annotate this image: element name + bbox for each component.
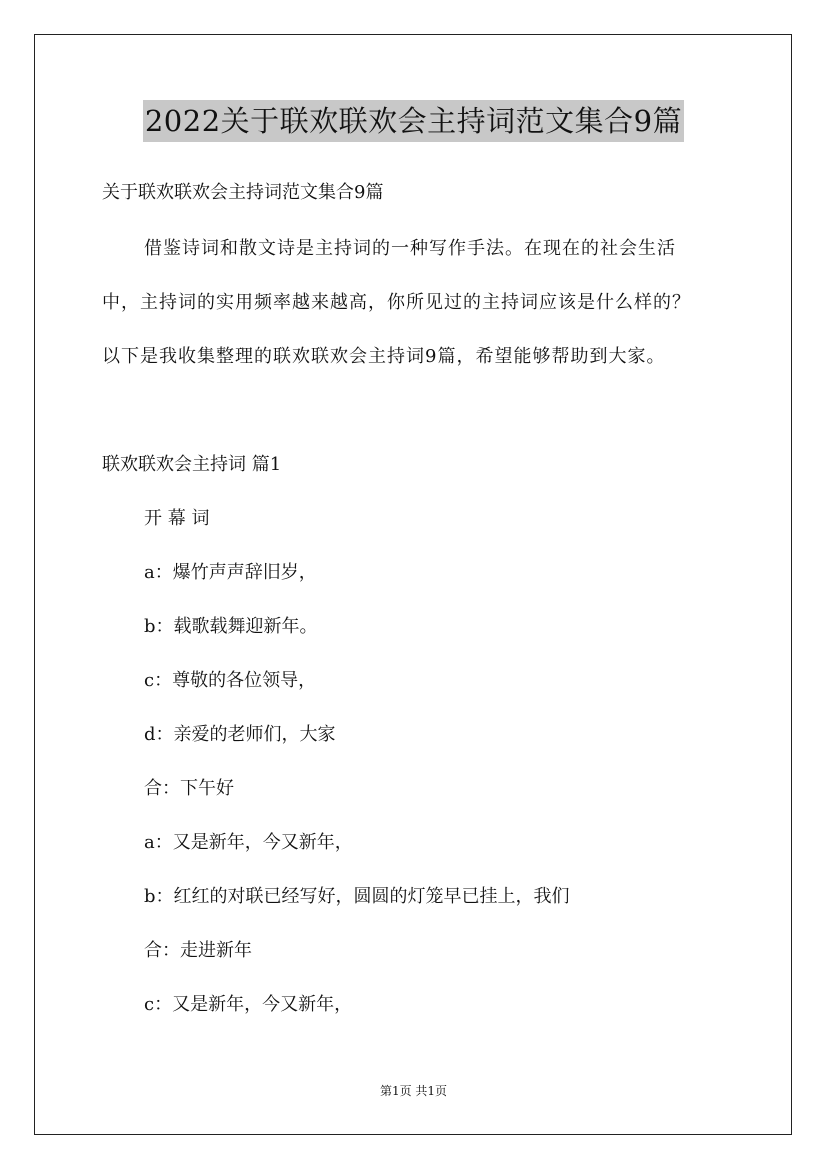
document-title: 2022关于联欢联欢会主持词范文集合9篇 [143, 100, 684, 142]
section-heading: 联欢联欢会主持词 篇1 [102, 454, 282, 475]
script-line: b：红红的对联已经写好，圆圆的灯笼早已挂上，我们 [144, 886, 570, 907]
script-line: a：又是新年，今又新年， [144, 832, 353, 853]
script-line: 合：下午好 [144, 778, 234, 799]
script-line-opening: 开 幕 词 [144, 508, 210, 529]
script-line: a：爆竹声声辞旧岁， [144, 562, 317, 583]
intro-line-3: 以下是我收集整理的联欢联欢会主持词9篇，希望能够帮助到大家。 [102, 346, 666, 367]
page-footer: 第1页 共1页 [379, 1084, 448, 1098]
intro-line-2: 中，主持词的实用频率越来越高，你所见过的主持词应该是什么样的？ [102, 292, 691, 313]
title-container [0, 100, 827, 142]
script-line: c：又是新年，今又新年， [144, 994, 353, 1015]
script-line: c：尊敬的各位领导， [144, 670, 317, 691]
script-line: 合：走进新年 [144, 940, 252, 961]
intro-line-1: 借鉴诗词和散文诗是主持词的一种写作手法。在现在的社会生活 [144, 238, 676, 259]
script-line: d：亲爱的老师们，大家 [144, 724, 336, 745]
document-subtitle: 关于联欢联欢会主持词范文集合9篇 [102, 182, 384, 203]
script-line: b：载歌载舞迎新年。 [144, 616, 318, 637]
